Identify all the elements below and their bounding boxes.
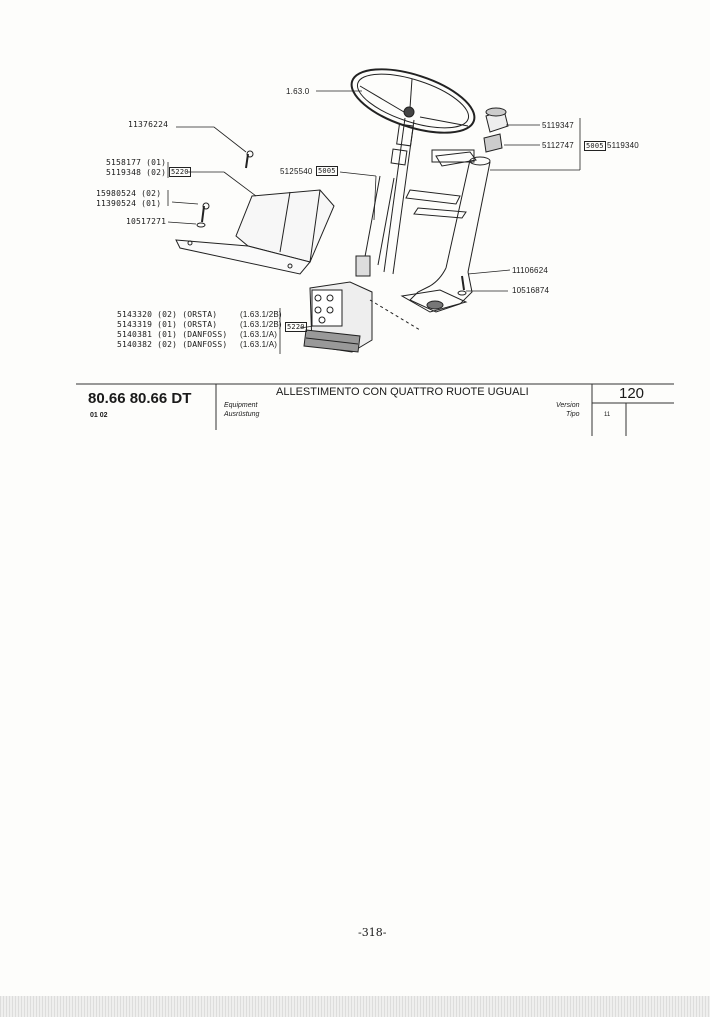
callout-15980524: 15980524 (02) xyxy=(96,189,162,198)
ref-box-5220-cover: 5220 xyxy=(171,168,189,176)
pump-row-ref: (1.63.1/A) xyxy=(240,330,278,339)
steering-wheel-drawing xyxy=(344,56,482,145)
callout-11376224: 11376224 xyxy=(128,120,169,129)
pump-row-ref: (1.63.1/A) xyxy=(240,340,278,349)
callout-5125540: 5125540 xyxy=(280,167,313,176)
steering-shaft-drawing xyxy=(356,118,414,276)
pump-row-part: 5140381 (01) (DANFOSS) xyxy=(117,330,228,339)
callout-steering-wheel: 1.63.0 xyxy=(286,87,310,96)
callout-5119340: 5119340 xyxy=(607,141,639,150)
page-code: 120 xyxy=(619,385,645,402)
hydraulic-pump-drawing xyxy=(304,282,420,352)
tipo-value: 11 xyxy=(604,412,611,418)
scan-edge-artifact xyxy=(0,996,710,1017)
callout-10516874: 10516874 xyxy=(512,286,550,295)
pump-row-ref: (1.63.1/2B) xyxy=(240,320,282,329)
pump-row-part: 5143319 (01) (ORSTA) xyxy=(117,320,218,329)
ref-box-5220-pump: 5220 xyxy=(287,323,305,331)
tipo-label: Tipo xyxy=(566,411,580,418)
pump-row-ref: (1.63.1/2B) xyxy=(240,310,282,319)
date-code: 01 02 xyxy=(90,412,108,419)
pump-row-part: 5143320 (02) (ORSTA) xyxy=(117,310,218,319)
version-label: Version xyxy=(556,402,580,409)
section-title: ALLESTIMENTO CON QUATTRO RUOTE UGUALI xyxy=(276,386,529,398)
callout-5119347: 5119347 xyxy=(542,121,574,130)
ref-box-5005-shaft: 5005 xyxy=(318,167,336,175)
column-tube-drawing xyxy=(402,150,490,312)
model-title: 80.66 80.66 DT xyxy=(88,390,192,407)
callout-11106624: 11106624 xyxy=(512,266,549,275)
page-number: -318- xyxy=(358,926,387,939)
pump-row-part: 5140382 (02) (DANFOSS) xyxy=(117,340,228,349)
callout-5119348: 5119348 (02) xyxy=(106,168,167,177)
callout-11390524: 11390524 (01) xyxy=(96,199,162,208)
ausrustung-label: Ausrüstung xyxy=(224,411,260,418)
callout-10517271: 10517271 xyxy=(126,217,167,226)
callout-5158177: 5158177 (01) xyxy=(106,158,167,167)
equipment-label: Equipment xyxy=(224,402,258,409)
leader-lines xyxy=(168,91,580,354)
column-shroud-drawing xyxy=(176,190,334,274)
callout-5112747: 5112747 xyxy=(542,141,574,150)
ref-box-5005-column: 5005 xyxy=(586,142,604,150)
